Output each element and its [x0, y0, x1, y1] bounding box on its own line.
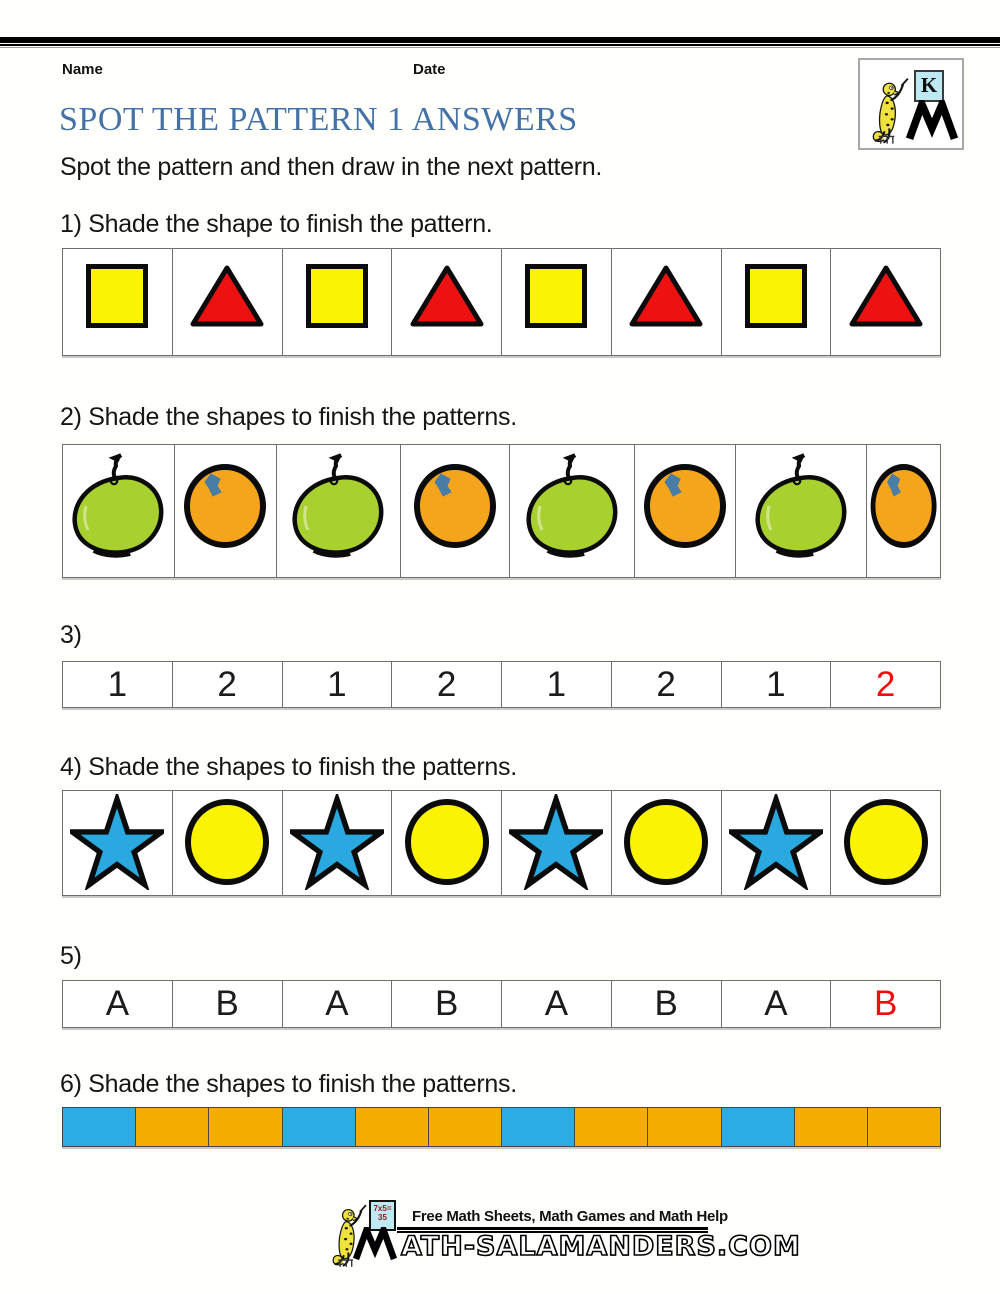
orange-icon — [182, 461, 268, 549]
pattern-cell-q6-11 — [795, 1108, 868, 1146]
red-triangle-icon — [627, 263, 705, 329]
pattern-cell-q6-6 — [429, 1108, 502, 1146]
question-4-label: 4) Shade the shapes to finish the patterns. — [60, 753, 517, 781]
pattern-cell-q6-2 — [136, 1108, 209, 1146]
math-board — [914, 70, 944, 102]
pattern-cell-q3-3: 1 — [283, 662, 393, 707]
orange-icon — [869, 461, 938, 549]
pattern-row-6 — [62, 1107, 941, 1147]
orange-icon — [412, 461, 498, 549]
question-2-label: 2) Shade the shapes to finish the patterns. — [60, 403, 517, 431]
pattern-cell-q4-1 — [63, 791, 173, 895]
yellow-square-icon — [524, 263, 588, 329]
pattern-cell-q2-5 — [510, 445, 635, 577]
pattern-cell-q1-6 — [612, 249, 722, 355]
yellow-square-icon — [85, 263, 149, 329]
pattern-cell-q5-3: A — [283, 981, 393, 1027]
question-3-label: 3) — [60, 621, 82, 649]
apple-icon — [288, 452, 388, 558]
pattern-cell-q5-7: A — [722, 981, 832, 1027]
page-subtitle: Spot the pattern and then draw in the next pattern. — [60, 153, 603, 181]
question-6-label: 6) Shade the shapes to finish the patterns. — [60, 1070, 517, 1098]
pattern-cell-q6-12 — [868, 1108, 940, 1146]
pattern-row-2 — [62, 444, 941, 578]
yellow-square-icon — [744, 263, 808, 329]
red-triangle-icon — [847, 263, 925, 329]
top-rule — [0, 37, 1000, 48]
pattern-cell-q1-2 — [173, 249, 283, 355]
pattern-cell-q4-7 — [722, 791, 832, 895]
pattern-cell-q1-1 — [63, 249, 173, 355]
pattern-cell-q3-5: 1 — [502, 662, 612, 707]
logo-m-icon — [906, 100, 958, 147]
pattern-row-4 — [62, 790, 941, 896]
pattern-row-5 — [62, 980, 941, 1028]
pattern-cell-q2-4 — [401, 445, 510, 577]
pattern-cell-q6-9 — [648, 1108, 721, 1146]
pattern-cell-q3-7: 1 — [722, 662, 832, 707]
apple-icon — [522, 452, 622, 558]
pattern-cell-q5-1: A — [63, 981, 173, 1027]
pattern-cell-q3-2: 2 — [173, 662, 283, 707]
pattern-cell-q2-7 — [736, 445, 867, 577]
pattern-cell-q5-8: B — [873, 984, 898, 1023]
pattern-cell-q5-4: B — [392, 981, 502, 1027]
pattern-cell-q2-6 — [635, 445, 737, 577]
yellow-circle-icon — [622, 797, 710, 887]
pattern-cell-q6-3 — [209, 1108, 282, 1146]
name-label: Name — [62, 61, 103, 78]
yellow-circle-icon — [842, 797, 930, 887]
pattern-cell-q1-3 — [283, 249, 393, 355]
blue-star-icon — [70, 794, 164, 890]
footer-tagline: Free Math Sheets, Math Games and Math Help — [412, 1208, 728, 1225]
salamander-icon — [870, 74, 910, 151]
yellow-square-icon — [305, 263, 369, 329]
red-triangle-icon — [188, 263, 266, 329]
question-1-label: 1) Shade the shape to finish the pattern. — [60, 210, 493, 238]
pattern-row-1 — [62, 248, 941, 356]
pattern-cell-q4-2 — [173, 791, 283, 895]
pattern-cell-q4-5 — [502, 791, 612, 895]
yellow-circle-icon — [403, 797, 491, 887]
pattern-cell-q6-7 — [502, 1108, 575, 1146]
pattern-cell-q6-10 — [722, 1108, 795, 1146]
apple-icon — [68, 452, 168, 558]
yellow-circle-icon — [183, 797, 271, 887]
pattern-cell-q3-1: 1 — [63, 662, 173, 707]
pattern-cell-q1-7 — [722, 249, 832, 355]
pattern-cell-q4-8 — [831, 791, 940, 895]
pattern-cell-q1-8 — [831, 249, 940, 355]
pattern-row-3 — [62, 661, 941, 708]
pattern-cell-q2-3 — [277, 445, 402, 577]
pattern-cell-q5-6: B — [612, 981, 722, 1027]
pattern-cell-q4-6 — [612, 791, 722, 895]
pattern-cell-q6-1 — [63, 1108, 136, 1146]
red-triangle-icon — [408, 263, 486, 329]
board-letter: K — [920, 73, 938, 97]
board-sum-text: 7x5= — [373, 1204, 392, 1213]
pattern-cell-q3-4: 2 — [392, 662, 502, 707]
blue-star-icon — [729, 794, 823, 890]
pattern-cell-q3-8: 2 — [875, 664, 896, 704]
pattern-cell-q1-4 — [392, 249, 502, 355]
pattern-cell-q6-8 — [575, 1108, 648, 1146]
date-label: Date — [413, 61, 446, 78]
pattern-cell-q1-5 — [502, 249, 612, 355]
question-5-label: 5) — [60, 942, 82, 970]
pattern-cell-q6-4 — [283, 1108, 356, 1146]
site-logo — [858, 58, 964, 150]
logo-m-icon — [352, 1227, 398, 1266]
pattern-cell-q2-8 — [867, 445, 940, 577]
page-title: SPOT THE PATTERN 1 ANSWERS — [59, 101, 578, 138]
pattern-cell-q4-3 — [283, 791, 393, 895]
blue-star-icon — [290, 794, 384, 890]
apple-icon — [751, 452, 851, 558]
pattern-cell-q5-5: A — [502, 981, 612, 1027]
pattern-cell-q5-2: B — [173, 981, 283, 1027]
pattern-cell-q6-5 — [356, 1108, 429, 1146]
board-sum-answer: 35 — [378, 1213, 387, 1223]
blue-star-icon — [509, 794, 603, 890]
pattern-cell-q3-6: 2 — [612, 662, 722, 707]
pattern-cell-q4-4 — [392, 791, 502, 895]
pattern-cell-q2-2 — [175, 445, 277, 577]
orange-icon — [642, 461, 728, 549]
footer-wordmark: ATH-SALAMANDERS.COM — [401, 1231, 801, 1262]
pattern-cell-q2-1 — [63, 445, 175, 577]
